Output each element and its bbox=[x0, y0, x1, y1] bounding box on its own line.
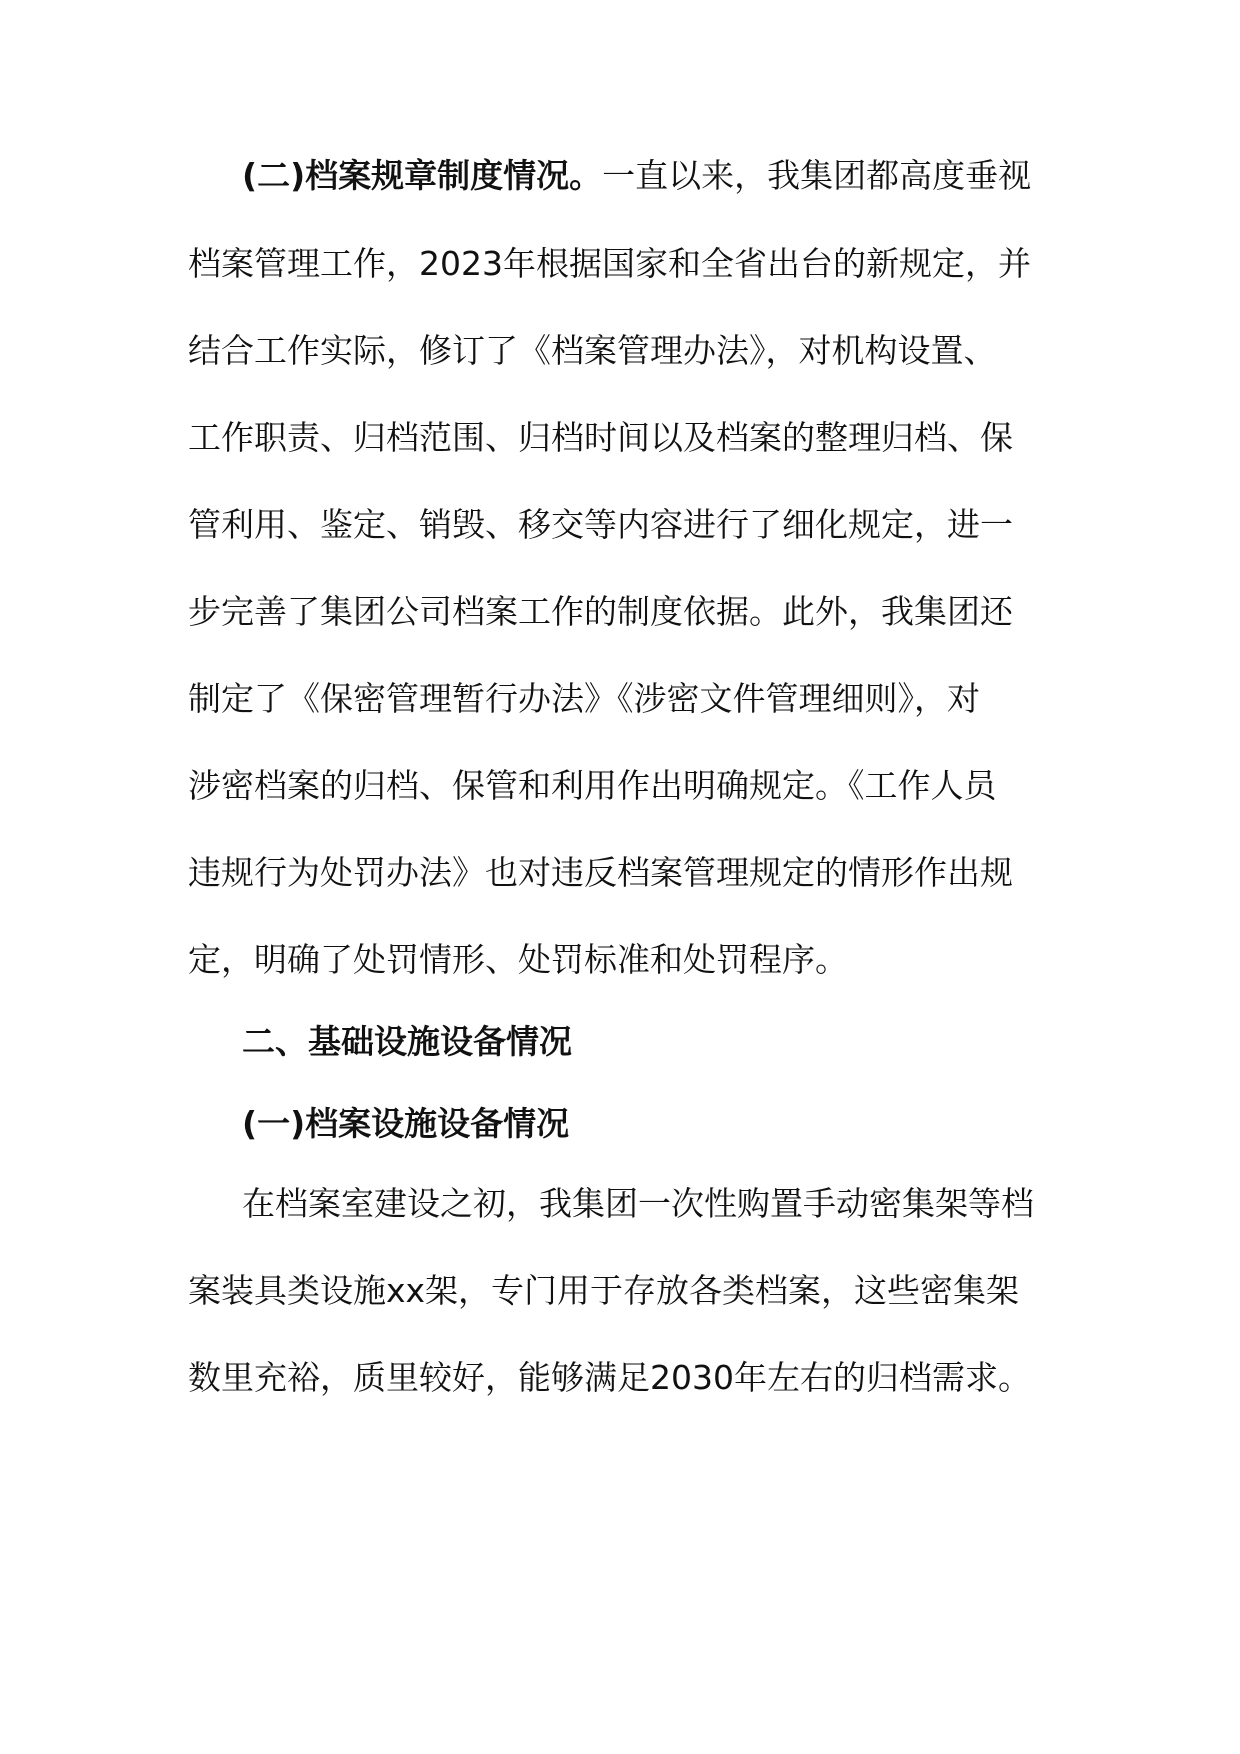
paragraph-2-line-1: 在档案室建设之初，我集团一次性购置手动密集架等档 bbox=[242, 1184, 1034, 1223]
paragraph-1-line-7: 制定了《保密管理暂行办法》《涉密文件管理细则》，对 bbox=[188, 679, 980, 718]
paragraph-1-line-4: 工作职责、归档范围、归档时间以及档案的整理归档、保 bbox=[188, 418, 1013, 457]
paragraph-1-line-5: 管利用、鉴定、销毁、移交等内容进行了细化规定，进一 bbox=[188, 505, 1013, 544]
paragraph-1-line-10: 定，明确了处罚情形、处罚标准和处罚程序。 bbox=[188, 940, 848, 979]
paragraph-1-heading: (二)档案规章制度情况。 bbox=[242, 156, 603, 195]
paragraph-2-line-2: 案装具类设施xx架，专门用于存放各类档案，这些密集架 bbox=[188, 1271, 1020, 1310]
paragraph-1-line-1 bbox=[242, 154, 1122, 198]
section-2-subtitle: (一)档案设施设备情况 bbox=[242, 1104, 570, 1143]
paragraph-1-line-3: 结合工作实际，修订了《档案管理办法》，对机构设置、 bbox=[188, 331, 997, 370]
paragraph-1-line-2: 档案管理工作，2023年根据国家和全省出台的新规定，并 bbox=[188, 244, 1031, 283]
paragraph-1-line-8: 涉密档案的归档、保管和利用作出明确规定。《工作人员 bbox=[188, 766, 997, 805]
paragraph-1-text: 一直以来，我集团都高度垂视 bbox=[602, 156, 1032, 195]
paragraph-1-line-9: 违规行为处罚办法》也对违反档案管理规定的情形作出规 bbox=[188, 853, 1013, 892]
paragraph-2-line-3: 数里充裕，质里较好，能够满足2030年左右的归档需求。 bbox=[188, 1358, 1031, 1397]
section-2-title: 二、基础设施设备情况 bbox=[242, 1022, 572, 1061]
paragraph-1-line-6: 步完善了集团公司档案工作的制度依据。此外，我集团还 bbox=[188, 592, 1013, 631]
